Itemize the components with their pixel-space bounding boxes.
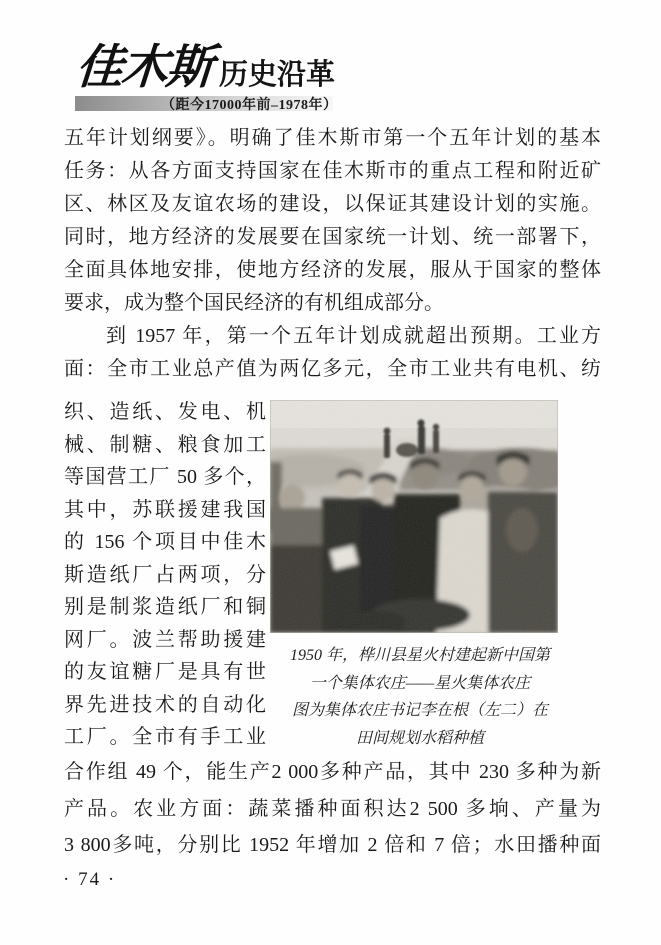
body-line: 合作组 49 个，能生产2 000多种产品，其中 230 多种为新 bbox=[64, 761, 601, 783]
body-left-column bbox=[64, 396, 266, 754]
caption-line: 田间规划水稻种植 bbox=[355, 729, 484, 747]
logo-date-range: （距今17000年前–1978年） bbox=[161, 98, 338, 113]
logo-row bbox=[76, 40, 335, 96]
body-line: 3 800多吨，分别比 1952 年增加 2 倍和 7 倍；水田播种面 bbox=[64, 834, 601, 856]
body-line: 全面具体地安排，使地方经济的发展，服从于国家的整体 bbox=[64, 259, 601, 281]
left-column-line: 网厂。波兰帮助援建 bbox=[64, 628, 266, 651]
left-column-line: 工厂。全市有手工业 bbox=[64, 726, 266, 748]
body-line-paragraph-start: 到 1957 年，第一个五年计划成就超出预期。工业方 bbox=[106, 325, 601, 347]
left-column-line: 界先进技术的自动化 bbox=[64, 693, 266, 716]
logo-title-history: 历史沿革 bbox=[219, 59, 336, 91]
body-line: 产品。农业方面：蔬菜播种面积达2 500 多垧、产量为 bbox=[64, 797, 601, 820]
left-column-line: 等国营工厂 50 多个， bbox=[64, 466, 266, 488]
left-column-line: 的 156 个项目中佳木 bbox=[64, 531, 266, 553]
caption-line: 图为集体农庄书记李在根（左二）在 bbox=[291, 702, 548, 719]
body-line: 任务：从各方面支持国家在佳木斯市的重点工程和附近矿 bbox=[64, 160, 601, 182]
left-column-line: 织、造纸、发电、机 bbox=[64, 401, 266, 423]
body-line: 同时，地方经济的发展要在国家统一计划、统一部署下， bbox=[64, 226, 601, 248]
body-line: 面：全市工业总产值为两亿多元，全市工业共有电机、纺 bbox=[64, 358, 601, 380]
body-paragraph-bottom bbox=[64, 754, 601, 864]
caption-line: 1950 年，桦川县星火村建起新中国第 bbox=[289, 647, 550, 664]
logo-calligraphy-jiamusi: 佳木斯 bbox=[74, 42, 213, 94]
photo-collective-farm bbox=[270, 400, 558, 633]
body-paragraph-top bbox=[64, 122, 601, 386]
photo-illustration bbox=[270, 400, 558, 633]
left-column-line: 其中，苏联援建我国 bbox=[64, 498, 266, 521]
left-column-line: 械、制糖、粮食加工 bbox=[64, 433, 266, 456]
body-line: 五年计划纲要》。明确了佳木斯市第一个五年计划的基本 bbox=[64, 127, 601, 149]
photo-caption bbox=[250, 642, 590, 752]
body-line: 区、林区及友谊农场的建设，以保证其建设计划的实施。 bbox=[64, 193, 601, 215]
body-line-paragraph-end: 要求，成为整个国民经济的有机组成部分。 bbox=[64, 292, 444, 314]
left-column-line: 斯造纸厂占两项，分 bbox=[64, 563, 266, 586]
page-number: · 74 · bbox=[63, 869, 117, 890]
left-column-line: 别是制浆造纸厂和铜 bbox=[64, 596, 266, 618]
caption-line: 一个集体农庄——星火集体农庄 bbox=[309, 674, 531, 692]
left-column-line: 的友谊糖厂是具有世 bbox=[64, 661, 266, 683]
